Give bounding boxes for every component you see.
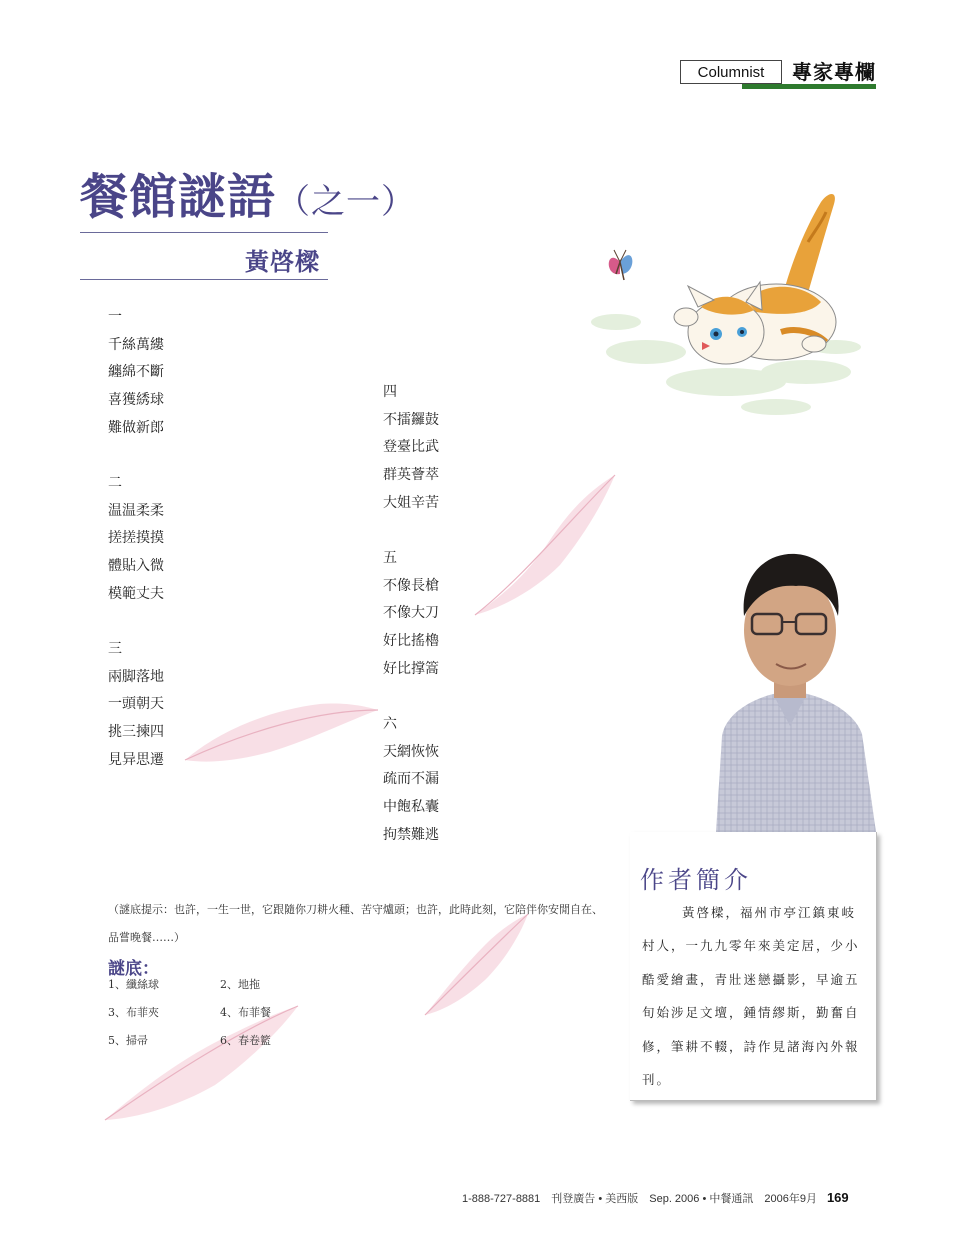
columnist-label: Columnist <box>680 60 782 84</box>
riddle-line: 大姐辛苦 <box>383 494 439 511</box>
riddle-line: 好比撑篙 <box>383 660 439 677</box>
riddle-number: 六 <box>383 716 397 732</box>
riddle-line: 疏而不漏 <box>383 771 439 788</box>
page-number: 169 <box>826 1190 849 1205</box>
riddle-line: 兩脚落地 <box>108 668 164 685</box>
riddle-line: 温温柔柔 <box>108 502 164 519</box>
answer-item: 5、掃帚 <box>108 1034 148 1047</box>
riddle-line: 模範丈夫 <box>108 585 164 602</box>
article-title-main: 餐館謎語 <box>80 169 277 225</box>
section-title: 專家專欄 <box>792 60 876 84</box>
article-title-suffix: （之一） <box>276 182 417 222</box>
answers-heading: 謎底： <box>108 959 159 979</box>
answer-item: 4、布菲餐 <box>220 1006 271 1019</box>
author-name: 黃啓樑 <box>245 248 320 276</box>
riddle-line: 天網恢恢 <box>383 743 439 760</box>
riddle-number: 二 <box>108 475 122 491</box>
answer-hint: （謎底提示：也許，一生一世，它跟隨你刀耕火種、苦守爐頭；也許，此時此刻，它陪伴你安閒自在、品嘗晚餐……） <box>108 903 603 944</box>
riddle-line: 纏綿不斷 <box>108 364 164 381</box>
riddle-line: 不像長槍 <box>383 577 439 594</box>
riddle-1 <box>108 304 258 442</box>
page-footer <box>462 1190 849 1206</box>
riddle-line: 好比搖櫓 <box>383 633 439 650</box>
author-bio-text: 黃啓樑，福州市亭江鎮東岐村人，一九九零年來美定居，少小酷愛繪畫，青壯迷戀攝影，早逾五旬始涉足文壇，鍾情繆斯，勤奮自修，筆耕不輟，詩作見諸海內外報刊。 <box>642 905 860 1088</box>
author-divider <box>80 279 328 280</box>
riddle-number: 一 <box>108 309 122 325</box>
riddle-5 <box>383 545 533 683</box>
riddle-line: 登臺比武 <box>383 439 439 456</box>
author-photo <box>704 546 876 832</box>
riddle-number: 四 <box>383 384 397 400</box>
riddle-2 <box>108 470 258 608</box>
header-underline <box>742 84 876 89</box>
cat-butterfly-painting <box>576 182 868 422</box>
riddle-line: 群英薈萃 <box>383 467 439 484</box>
article-title <box>80 158 416 227</box>
riddle-line: 不擂鑼鼓 <box>383 411 439 428</box>
riddle-number: 五 <box>383 550 397 566</box>
riddle-line: 難做新郎 <box>108 419 164 436</box>
answer-item: 2、地拖 <box>220 978 260 991</box>
riddle-line: 千絲萬縷 <box>108 336 164 353</box>
riddle-line: 搓搓摸摸 <box>108 530 164 547</box>
riddle-line: 一頭朝天 <box>108 696 164 713</box>
answer-item: 1、纖絲球 <box>108 978 159 991</box>
footer-text: 1-888-727-8881 刊登廣告 • 美西版 Sep. 2006 • 中餐通訊 2006年9月 <box>462 1193 817 1205</box>
riddle-line: 喜獲綉球 <box>108 392 164 409</box>
riddle-6 <box>383 711 533 849</box>
riddle-line: 挑三揀四 <box>108 724 164 741</box>
riddle-3 <box>108 636 258 774</box>
riddle-number: 三 <box>108 641 122 657</box>
answer-item: 6、春卷籃 <box>220 1034 271 1047</box>
riddle-line: 不像大刀 <box>383 605 439 622</box>
answer-item: 3、布菲夾 <box>108 1006 159 1019</box>
riddle-line: 見异思遷 <box>108 751 164 768</box>
riddle-line: 拘禁難逃 <box>383 826 439 843</box>
title-divider <box>80 232 328 233</box>
riddle-line: 體貼入微 <box>108 558 164 575</box>
riddle-line: 中飽私囊 <box>383 799 439 816</box>
riddle-4 <box>383 379 533 517</box>
author-bio-heading: 作者簡介 <box>640 866 752 894</box>
